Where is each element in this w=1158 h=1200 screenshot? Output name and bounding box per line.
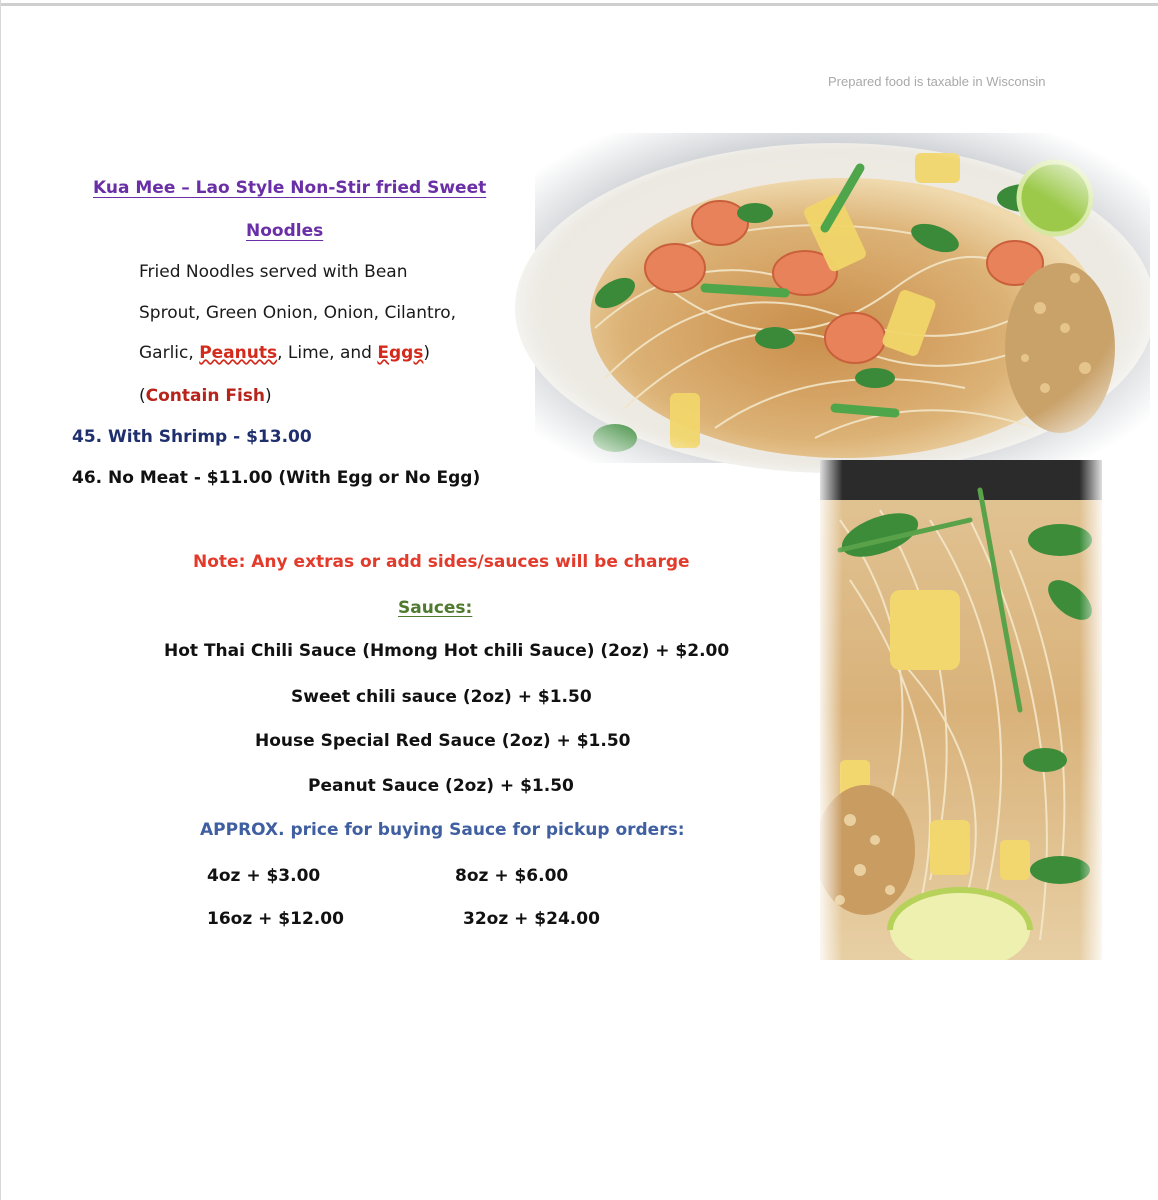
dish-title-line1: Kua Mee – Lao Style Non-Stir fried Sweet (93, 178, 487, 198)
sauce-house-special-red: House Special Red Sauce (2oz) + $1.50 (255, 731, 631, 751)
sauces-heading: Sauces: (398, 598, 473, 618)
approx-price-heading: APPROX. price for buying Sauce for pickup orders: (200, 820, 685, 840)
sauce-peanut: Peanut Sauce (2oz) + $1.50 (308, 776, 574, 796)
desc-text: Garlic, (139, 343, 200, 363)
noodle-dish-photo-bottom (820, 460, 1102, 960)
dish-desc-line2: Sprout, Green Onion, Onion, Cilantro, (139, 303, 457, 323)
allergen-eggs: Eggs (377, 343, 424, 363)
sauce-price-8oz: 8oz + $6.00 (455, 866, 569, 886)
desc-text: , Lime, and (277, 343, 378, 363)
sauce-hot-thai-chili: Hot Thai Chili Sauce (Hmong Hot chili Sauce) (2oz) + $2.00 (164, 641, 730, 661)
sauce-sweet-chili: Sweet chili sauce (2oz) + $1.50 (291, 687, 592, 707)
left-border (0, 0, 1, 1200)
dish-desc-line1: Fried Noodles served with Bean (139, 262, 408, 282)
tax-note: Prepared food is taxable in Wisconsin (828, 74, 1046, 89)
paren-close: ) (265, 386, 272, 406)
dish-desc-line3 (139, 343, 430, 363)
noodle-dish-photo-top (515, 128, 1150, 478)
sauce-price-32oz: 32oz + $24.00 (463, 909, 600, 929)
sauce-price-16oz: 16oz + $12.00 (207, 909, 344, 929)
menu-item-no-meat: 46. No Meat - $11.00 (With Egg or No Egg) (72, 468, 481, 488)
top-border (0, 3, 1158, 6)
paren-open: ( (139, 386, 146, 406)
sauce-price-4oz: 4oz + $3.00 (207, 866, 321, 886)
desc-text: ) (423, 343, 431, 363)
dish-title-line2: Noodles (246, 221, 324, 241)
contain-fish-text: Contain Fish (145, 386, 266, 406)
contain-fish-note (139, 386, 272, 406)
menu-item-with-shrimp: 45. With Shrimp - $13.00 (72, 427, 312, 447)
extras-charge-note: Note: Any extras or add sides/sauces will be charge (193, 552, 690, 572)
allergen-peanuts: Peanuts (199, 343, 278, 363)
